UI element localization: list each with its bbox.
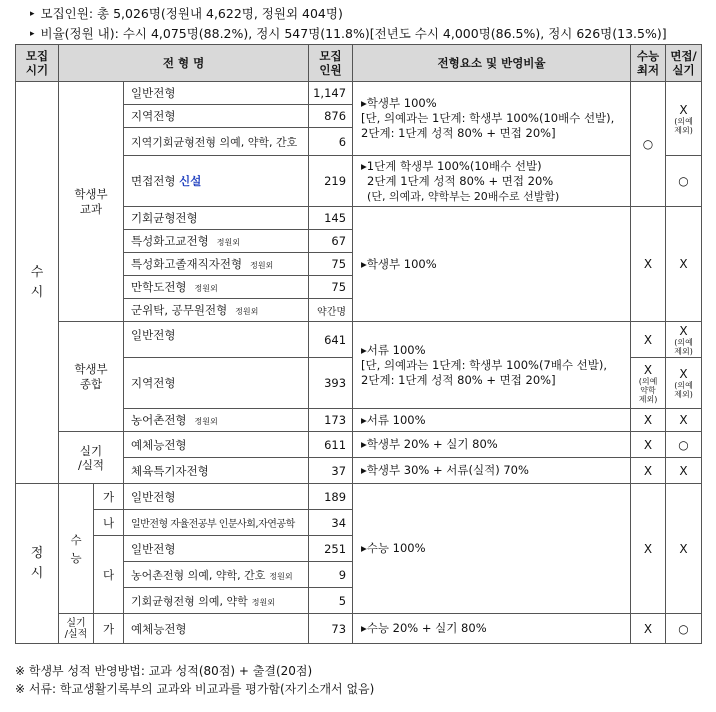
type-count: 73: [309, 614, 353, 644]
gun-da: 다: [94, 536, 124, 614]
criteria-3: ▸학생부 100%: [353, 207, 631, 322]
type-name: 일반전형: [124, 484, 309, 510]
table-row: [16, 614, 702, 644]
csat-mark-x: X: [631, 432, 666, 458]
type-name: 특성화고졸재직자전형 정원외: [124, 253, 309, 276]
criteria-6: ▸학생부 20% + 실기 80%: [353, 432, 631, 458]
interview-mark-x: X: [666, 207, 702, 322]
group-gyogwa: 학생부 교과: [59, 82, 124, 322]
group-jonghap: 학생부 종합: [59, 322, 124, 432]
interview-mark-circle: ○: [666, 156, 702, 207]
type-name: 기회균형전형: [124, 207, 309, 230]
criteria-7: ▸학생부 30% + 서류(실적) 70%: [353, 458, 631, 484]
csat-mark-x: X: [631, 409, 666, 432]
group-csat: 수 능: [59, 484, 94, 614]
type-count: 75: [309, 253, 353, 276]
type-name: 농어촌전형 정원외: [124, 409, 309, 432]
type-name: 예체능전형: [124, 614, 309, 644]
interview-mark-circle: ○: [666, 432, 702, 458]
interview-mark: X (의예 제외): [666, 322, 702, 358]
csat-mark-x: X: [631, 458, 666, 484]
type-count: 9: [309, 562, 353, 588]
type-count: 145: [309, 207, 353, 230]
type-count: 67: [309, 230, 353, 253]
interview-mark: X (의예 제외): [666, 82, 702, 156]
type-name: 체육특기자전형: [124, 458, 309, 484]
type-count: 6: [309, 128, 353, 156]
type-count: 219: [309, 156, 353, 207]
type-count: 611: [309, 432, 353, 458]
type-count: 173: [309, 409, 353, 432]
period-susi: 수 시: [16, 82, 59, 484]
type-name: 기회균형전형 의예, 약학 정원외: [124, 588, 309, 614]
table-row: [16, 82, 702, 105]
criteria-5: ▸서류 100%: [353, 409, 631, 432]
header-criteria: 전형요소 및 반영비율: [353, 45, 631, 82]
table-row: [16, 484, 702, 510]
group-silgi: 실기 /실적: [59, 432, 124, 484]
interview-mark-circle: ○: [666, 614, 702, 644]
type-count: 34: [309, 510, 353, 536]
type-count: 5: [309, 588, 353, 614]
criteria-4: ▸서류 100% [단, 의예과는 1단계: 학생부 100%(7배수 선발), 2단계: 1단계 성적 80% + 면접 20%]: [353, 322, 631, 409]
interview-mark-x: X: [666, 409, 702, 432]
criteria-2: ▸1단계 학생부 100%(10배수 선발) 2단계 1단계 성적 80% + 면접 20% (단, 의예과, 약학부는 20배수로 선발함): [353, 156, 631, 207]
header-period: 모집 시기: [16, 45, 59, 82]
note-documents: ※ 서류: 학교생활기록부의 교과와 비교과를 평가함(자기소개서 없음): [15, 682, 375, 696]
gun-ga: 가: [94, 614, 124, 644]
type-name: 일반전형: [124, 536, 309, 562]
table-row: [16, 432, 702, 458]
type-name: 지역기회균형전형 의예, 약학, 간호: [124, 128, 309, 156]
type-name: 지역전형: [124, 105, 309, 128]
header-row: [16, 45, 702, 82]
csat-mark: X (의예 약학 제외): [631, 358, 666, 409]
interview-mark-x: X: [666, 458, 702, 484]
type-count: 876: [309, 105, 353, 128]
header-count: 모집 인원: [309, 45, 353, 82]
type-name: 지역전형: [124, 358, 309, 409]
new-badge: 신설: [179, 174, 202, 188]
csat-mark-circle: ○: [631, 82, 666, 207]
type-name: 일반전형 자율전공부 인문사회,자연공학: [124, 510, 309, 536]
type-name: 특성화고교전형 정원외: [124, 230, 309, 253]
csat-mark-x: X: [631, 322, 666, 358]
type-count: 1,147: [309, 82, 353, 105]
type-count: 약간명: [309, 299, 353, 322]
gun-na: 나: [94, 510, 124, 536]
csat-mark-x: X: [631, 207, 666, 322]
type-name: 일반전형: [124, 322, 309, 358]
interview-mark-x: X: [666, 484, 702, 614]
gun-ga: 가: [94, 484, 124, 510]
header-type: 전 형 명: [59, 45, 309, 82]
type-name: 만학도전형 정원외: [124, 276, 309, 299]
csat-mark-x: X: [631, 614, 666, 644]
header-interview: 면접/ 실기: [666, 45, 702, 82]
type-count: 251: [309, 536, 353, 562]
note-grade-method: ※ 학생부 성적 반영방법: 교과 성적(80점) + 출결(20점): [15, 664, 313, 678]
type-name: 농어촌전형 의예, 약학, 간호 정원외: [124, 562, 309, 588]
type-name: 예체능전형: [124, 432, 309, 458]
criteria-jeongsi-1: ▸수능 100%: [353, 484, 631, 614]
admission-table: [15, 44, 702, 644]
table-row: [16, 322, 702, 358]
type-count: 393: [309, 358, 353, 409]
criteria-jeongsi-2: ▸수능 20% + 실기 80%: [353, 614, 631, 644]
group-jeongsi-silgi: 실기 /실적: [59, 614, 94, 644]
type-count: 641: [309, 322, 353, 358]
type-name: 군위탁, 공무원전형 정원외: [124, 299, 309, 322]
interview-mark: X (의예 제외): [666, 358, 702, 409]
type-count: 75: [309, 276, 353, 299]
type-name: 면접전형 신설: [124, 156, 309, 207]
header-csat: 수능 최저: [631, 45, 666, 82]
header-line-ratio: ▸ 비율(정원 내): 수시 4,075명(88.2%), 정시 547명(11.8%)[전년도 수시 4,000명(86.5%), 정시 626명(13.5%)]: [30, 26, 667, 41]
type-count: 37: [309, 458, 353, 484]
type-count: 189: [309, 484, 353, 510]
period-jeongsi: 정 시: [16, 484, 59, 644]
type-name: 일반전형: [124, 82, 309, 105]
csat-mark-x: X: [631, 484, 666, 614]
header-line-total: ▸ 모집인원: 총 5,026명(정원내 4,622명, 정원외 404명): [30, 6, 343, 21]
criteria-1: ▸학생부 100% [단, 의예과는 1단계: 학생부 100%(10배수 선발), 2단계: 1단계 성적 80% + 면접 20%]: [353, 82, 631, 156]
